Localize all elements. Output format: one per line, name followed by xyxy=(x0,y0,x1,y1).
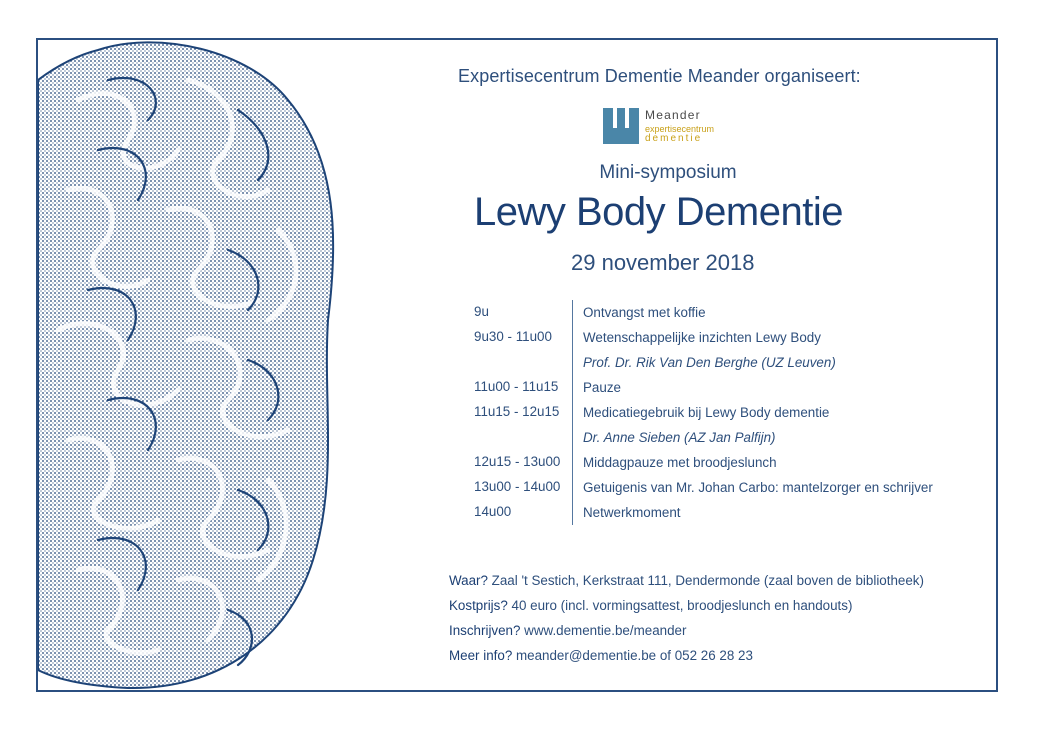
logo-name: Meander xyxy=(645,108,701,122)
schedule-time: 11u00 - 11u15 xyxy=(474,379,559,394)
schedule-row xyxy=(474,325,974,350)
organizer-line: Expertisecentrum Dementie Meander organiseert: xyxy=(458,66,861,86)
schedule-description: Middagpauze met broodjeslunch xyxy=(572,450,777,475)
info-more-contact[interactable]: meander@dementie.be of 052 26 28 23 xyxy=(512,648,753,663)
schedule-time: 11u15 - 12u15 xyxy=(474,404,560,419)
meander-logo-icon xyxy=(603,108,639,144)
schedule-time: 14u00 xyxy=(474,504,512,519)
schedule-description: Wetenschappelijke inzichten Lewy Body xyxy=(572,325,821,350)
info-price-value: 40 euro (incl. vormingsattest, broodjeslunch en handouts) xyxy=(507,598,853,613)
schedule-row xyxy=(474,300,974,325)
meander-logo xyxy=(603,106,743,150)
schedule-row xyxy=(474,350,974,375)
schedule-time: 9u xyxy=(474,304,489,319)
logo-subtitle-2: dementie xyxy=(645,133,703,144)
info-register-label: Inschrijven? xyxy=(449,623,521,638)
schedule-speaker: Dr. Anne Sieben (AZ Jan Palfijn) xyxy=(572,425,776,450)
info-more-label: Meer info? xyxy=(449,648,513,663)
brain-illustration xyxy=(38,40,368,690)
event-subtitle: Mini-symposium xyxy=(599,162,737,183)
schedule xyxy=(474,300,974,525)
schedule-time: 12u15 - 13u00 xyxy=(474,454,561,469)
practical-info xyxy=(449,568,924,668)
event-date: 29 november 2018 xyxy=(571,250,755,275)
event-title: Lewy Body Dementie xyxy=(474,190,843,234)
schedule-description: Getuigenis van Mr. Johan Carbo: mantelzorger en schrijver xyxy=(572,475,933,500)
info-where-label: Waar? xyxy=(449,573,488,588)
poster-frame xyxy=(36,38,998,692)
schedule-description: Ontvangst met koffie xyxy=(572,300,706,325)
schedule-time: 9u30 - 11u00 xyxy=(474,329,552,344)
info-where xyxy=(449,568,924,593)
schedule-row xyxy=(474,475,974,500)
schedule-row xyxy=(474,450,974,475)
schedule-description: Pauze xyxy=(572,375,621,400)
info-register-link[interactable]: www.dementie.be/meander xyxy=(520,623,687,638)
schedule-row xyxy=(474,500,974,525)
logo-subtitle: expertisecentrum xyxy=(645,124,715,134)
info-price-label: Kostprijs? xyxy=(449,598,508,613)
info-where-value: Zaal 't Sestich, Kerkstraat 111, Dendermonde (zaal boven de bibliotheek) xyxy=(487,573,924,588)
info-price xyxy=(449,593,924,618)
schedule-row xyxy=(474,375,974,400)
schedule-row xyxy=(474,400,974,425)
info-register xyxy=(449,618,924,643)
schedule-description: Netwerkmoment xyxy=(572,500,680,525)
schedule-speaker: Prof. Dr. Rik Van Den Berghe (UZ Leuven) xyxy=(572,350,836,375)
info-more xyxy=(449,643,924,668)
schedule-time: 13u00 - 14u00 xyxy=(474,479,561,494)
schedule-description: Medicatiegebruik bij Lewy Body dementie xyxy=(572,400,829,425)
schedule-row xyxy=(474,425,974,450)
